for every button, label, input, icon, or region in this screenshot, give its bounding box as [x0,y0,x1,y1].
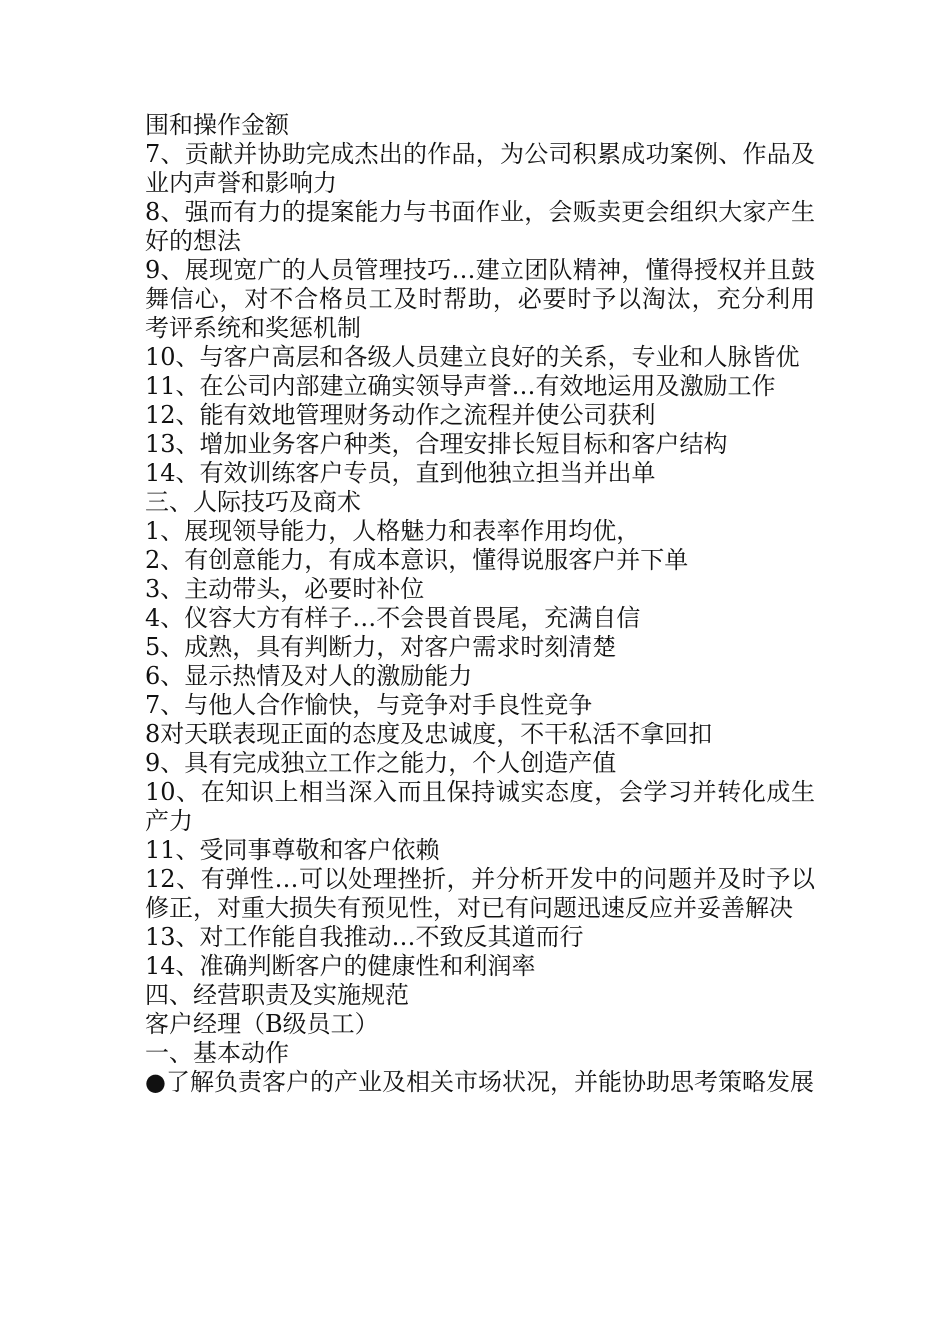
paragraph: 10、在知识上相当深入而且保持诚实态度，会学习并转化成生产力 [145,778,815,835]
paragraph: 7、与他人合作愉快，与竞争对手良性竞争 [145,691,593,719]
bullet-item: ●了解负责客户的产业及相关市场状况，并能协助思考策略发展 [145,1068,814,1096]
paragraph: 14、有效训练客户专员，直到他独立担当并出单 [145,459,656,487]
paragraph: 13、对工作能自我推动…不致反其道而行 [145,923,584,951]
paragraph: 11、受同事尊敬和客户依赖 [145,836,440,864]
paragraph: 6、显示热情及对人的激励能力 [145,662,473,690]
paragraph: 3、主动带头，必要时补位 [145,575,425,603]
paragraph: 11、在公司内部建立确实领导声誉…有效地运用及激励工作 [145,372,776,400]
paragraph: 5、成熟，具有判断力，对客户需求时刻清楚 [145,633,617,661]
paragraph: 14、准确判断客户的健康性和利润率 [145,952,536,980]
paragraph: 7、贡献并协助完成杰出的作品，为公司积累成功案例、作品及业内声誉和影响力 [145,140,815,197]
paragraph: 2、有创意能力，有成本意识，懂得说服客户并下单 [145,546,689,574]
paragraph: 8、强而有力的提案能力与书面作业，会贩卖更会组织大家产生好的想法 [145,198,815,255]
subsection-heading: 一、基本动作 [145,1039,289,1067]
paragraph: 9、展现宽广的人员管理技巧…建立团队精神，懂得授权并且鼓舞信心，对不合格员工及时帮助，必要时予以淘汰，充分利用考评系统和奖惩机制 [145,256,815,342]
paragraph: 12、有弹性…可以处理挫折，并分析开发中的问题并及时予以修正，对重大损失有预见性，对已有问题迅速反应并妥善解决 [145,865,815,922]
paragraph: 13、增加业务客户种类，合理安排长短目标和客户结构 [145,430,728,458]
subsection-heading: 客户经理（B级员工） [145,1010,379,1038]
paragraph: 1、展现领导能力，人格魅力和表率作用均优， [145,517,641,545]
document-page [145,111,815,1097]
paragraph: 4、仪容大方有样子…不会畏首畏尾，充满自信 [145,604,641,632]
paragraph: 围和操作金额 [145,111,289,139]
section-heading: 四、经营职责及实施规范 [145,981,409,1009]
paragraph: 9、具有完成独立工作之能力，个人创造产值 [145,749,617,777]
section-heading: 三、人际技巧及商术 [145,488,361,516]
paragraph: 10、与客户高层和各级人员建立良好的关系，专业和人脉皆优 [145,343,800,371]
paragraph: 8对天联表现正面的态度及忠诚度，不干私活不拿回扣 [145,720,713,748]
paragraph: 12、能有效地管理财务动作之流程并使公司获利 [145,401,656,429]
